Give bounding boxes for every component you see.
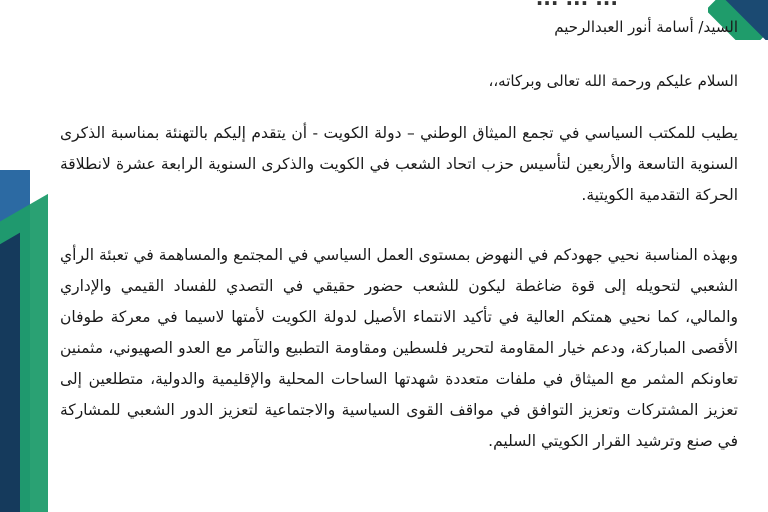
paragraph-appreciation: وبهذه المناسبة نحيي جهودكم في النهوض بمستوى العمل السياسي في المجتمع والمساهمة في تعبئة الرأي الشعبي لتحويله إلى قوة ضاغطة ليكون للشعب حضور حقيقي في التصدي للفساد القيمي والإداري والمالي، كما نحيي همتكم العالية في تأكيد الانتماء الأصيل لدولة الكويت لأمتها لاسيما في معركة طوفان الأقصى المباركة، ودعم خيار المقاومة لتحرير فلسطين ومقاومة التطبيع والتآمر مع العدو الصهيوني، مثمنين تعاونكم المثمر مع الميثاق في ملفات متعددة شهدتها الساحات المحلية والإقليمية والدولية، متطلعين إلى تعزيز المشتركات وتعزيز التوافق في مواقف القوى السياسية والاجتماعية لتعزيز الدور الشعبي للمشاركة في صنع وترشيد القرار الكويتي السليم.	[60, 246, 738, 450]
letter-title-cut	[536, 0, 618, 10]
greeting-line: السلام عليكم ورحمة الله تعالى وبركاته،،	[488, 72, 738, 90]
left-decorative-band	[0, 170, 48, 512]
paragraph-congratulations: يطيب للمكتب السياسي في تجمع الميثاق الوطني – دولة الكويت - أن يتقدم إليكم بالتهنئة بمناسبة الذكرى السنوية التاسعة والأربعين لتأسيس حزب اتحاد الشعب في الكويت والذكرى السنوية الرابعة عشرة لانطلاقة الحركة التقدمية الكويتية.	[60, 124, 738, 204]
recipient-line: السيد/ أسامة أنور العبدالرحيم	[554, 18, 738, 36]
navy-stripe	[0, 233, 20, 512]
